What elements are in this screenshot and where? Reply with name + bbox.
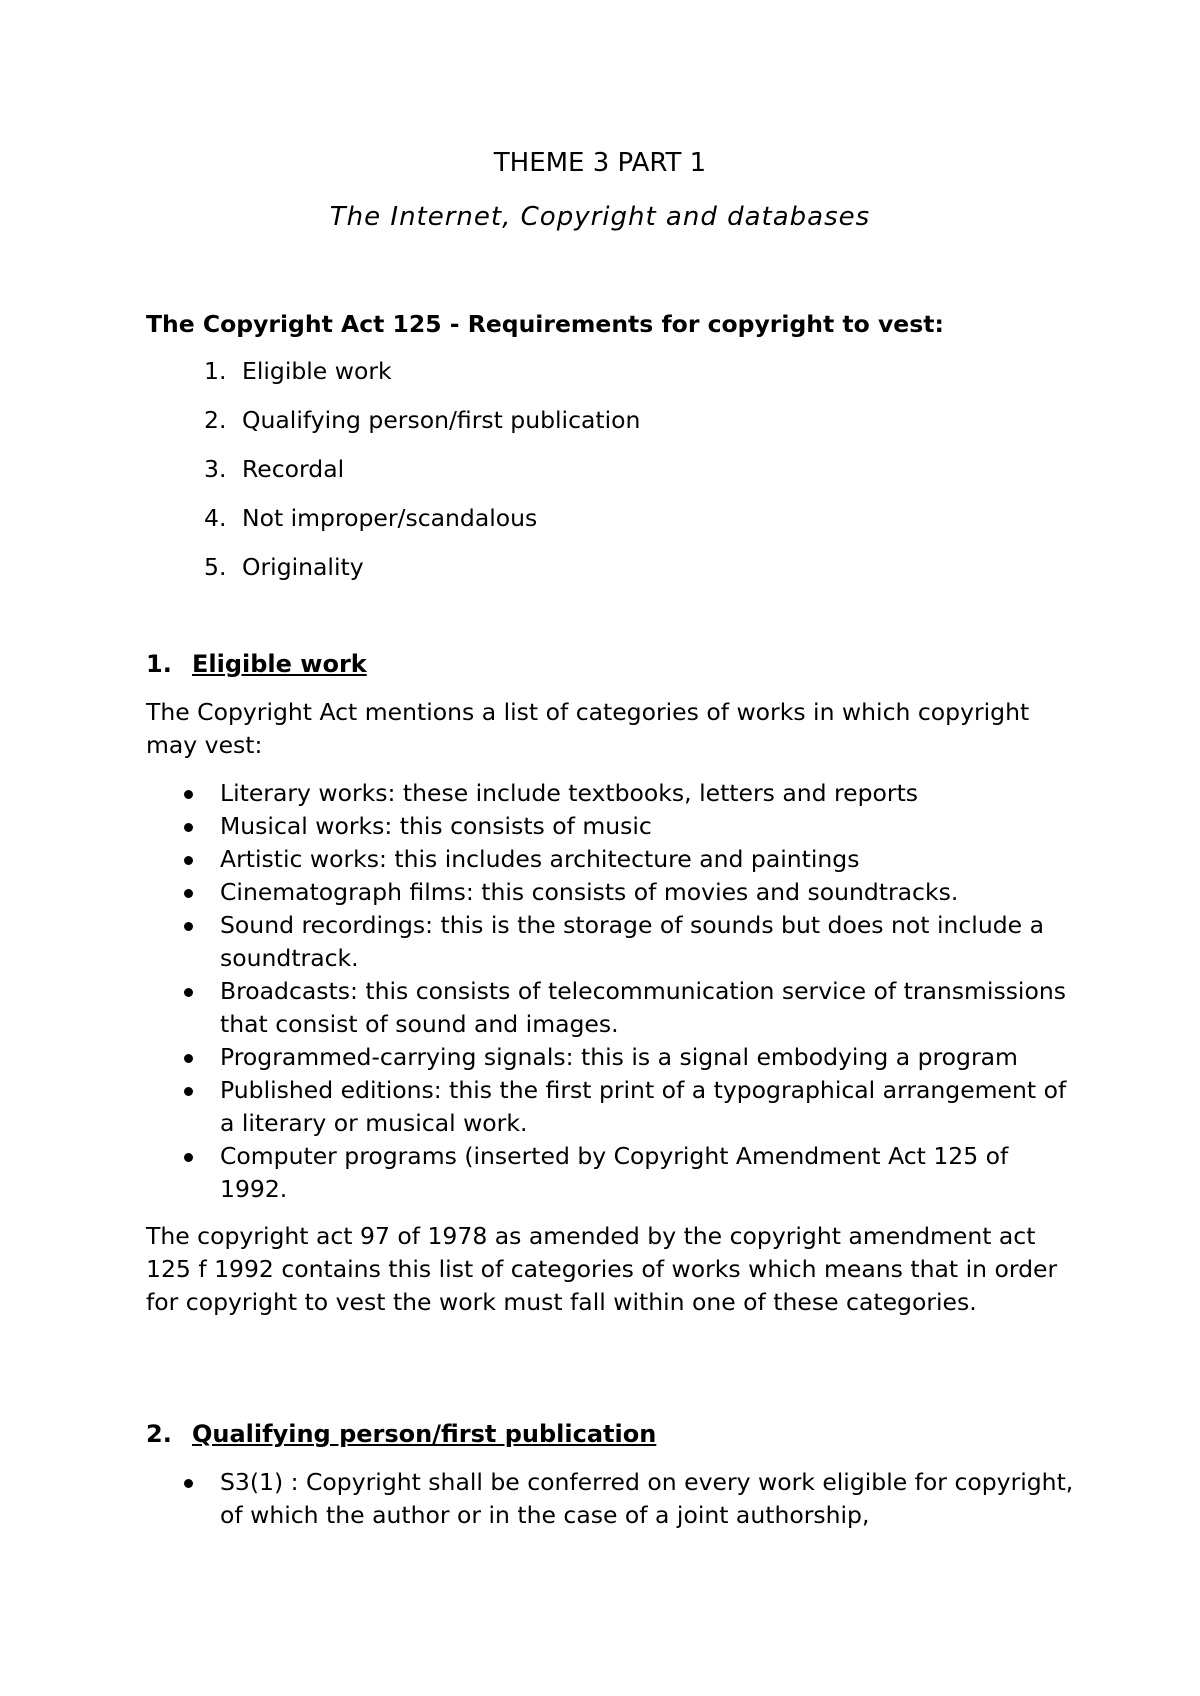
requirement-text: Qualifying person/first publication [242, 406, 641, 434]
list-item-text: Broadcasts: this consists of telecommunication service of transmissions that consist of sound and images. [220, 977, 1066, 1038]
requirement-number: 4. [204, 504, 227, 532]
bullet-icon [184, 922, 193, 931]
document-subtitle: The Internet, Copyright and databases [329, 202, 871, 232]
section-1-intro: The Copyright Act mentions a list of categories of works in which copyright may vest: [146, 698, 1030, 759]
bullet-icon [184, 856, 193, 865]
list-item-text: Programmed-carrying signals: this is a signal embodying a program [220, 1043, 1018, 1071]
bullet-icon [184, 1153, 193, 1162]
requirements-list [146, 355, 1046, 600]
bullet-icon [184, 823, 193, 832]
list-item [146, 810, 1076, 843]
qualifying-person-list [146, 1466, 1076, 1532]
section-1-number: 1. [146, 650, 172, 678]
list-item [146, 843, 1076, 876]
section-2-heading [146, 1418, 656, 1451]
bullet-icon [184, 1479, 193, 1488]
requirement-item [146, 502, 1046, 551]
section-2-number: 2. [146, 1420, 172, 1448]
requirement-text: Recordal [242, 455, 345, 483]
list-item-text: S3(1) : Copyright shall be conferred on every work eligible for copyright, of which the author or in the case of a joint authorship, [220, 1468, 1074, 1529]
bullet-icon [184, 1054, 193, 1063]
requirement-text: Not improper/scandalous [242, 504, 538, 532]
requirement-number: 1. [204, 357, 227, 385]
list-item [146, 1041, 1076, 1074]
section-2-title: Qualifying person/first publication [192, 1420, 657, 1448]
list-item-text: Published editions: this the first print of a typographical arrangement of a literary or musical work. [220, 1076, 1067, 1137]
bullet-icon [184, 988, 193, 997]
section-1-title: Eligible work [192, 650, 367, 678]
list-item-text: Artistic works: this includes architecture and paintings [220, 845, 860, 873]
bullet-icon [184, 790, 193, 799]
eligible-works-list [146, 777, 1076, 1206]
list-item [146, 909, 1076, 975]
requirement-item [146, 355, 1046, 404]
requirement-item [146, 551, 1046, 600]
requirement-text: Originality [242, 553, 364, 581]
requirement-item [146, 453, 1046, 502]
section-1-closing: The copyright act 97 of 1978 as amended by the copyright amendment act 125 f 1992 contains this list of categories of works which means that in order for copyright to vest the work must fall within one of these categories. [146, 1222, 1058, 1316]
list-item [146, 1074, 1076, 1140]
list-item-text: Cinematograph films: this consists of movies and soundtracks. [220, 878, 959, 906]
bullet-icon [184, 889, 193, 898]
list-item-text: Computer programs (inserted by Copyright Amendment Act 125 of 1992. [220, 1142, 1009, 1203]
requirement-text: Eligible work [242, 357, 392, 385]
bullet-icon [184, 1087, 193, 1096]
list-item-text: Sound recordings: this is the storage of sounds but does not include a soundtrack. [220, 911, 1044, 972]
list-item [146, 975, 1076, 1041]
requirements-heading: The Copyright Act 125 - Requirements for copyright to vest: [146, 310, 944, 338]
requirement-number: 2. [204, 406, 227, 434]
section-1-heading [146, 648, 367, 681]
list-item-text: Literary works: these include textbooks, letters and reports [220, 779, 919, 807]
list-item [146, 1466, 1076, 1532]
list-item-text: Musical works: this consists of music [220, 812, 652, 840]
requirement-number: 3. [204, 455, 227, 483]
document-title: THEME 3 PART 1 [493, 148, 707, 178]
list-item [146, 876, 1076, 909]
requirement-item [146, 404, 1046, 453]
list-item [146, 1140, 1076, 1206]
requirement-number: 5. [204, 553, 227, 581]
list-item [146, 777, 1076, 810]
